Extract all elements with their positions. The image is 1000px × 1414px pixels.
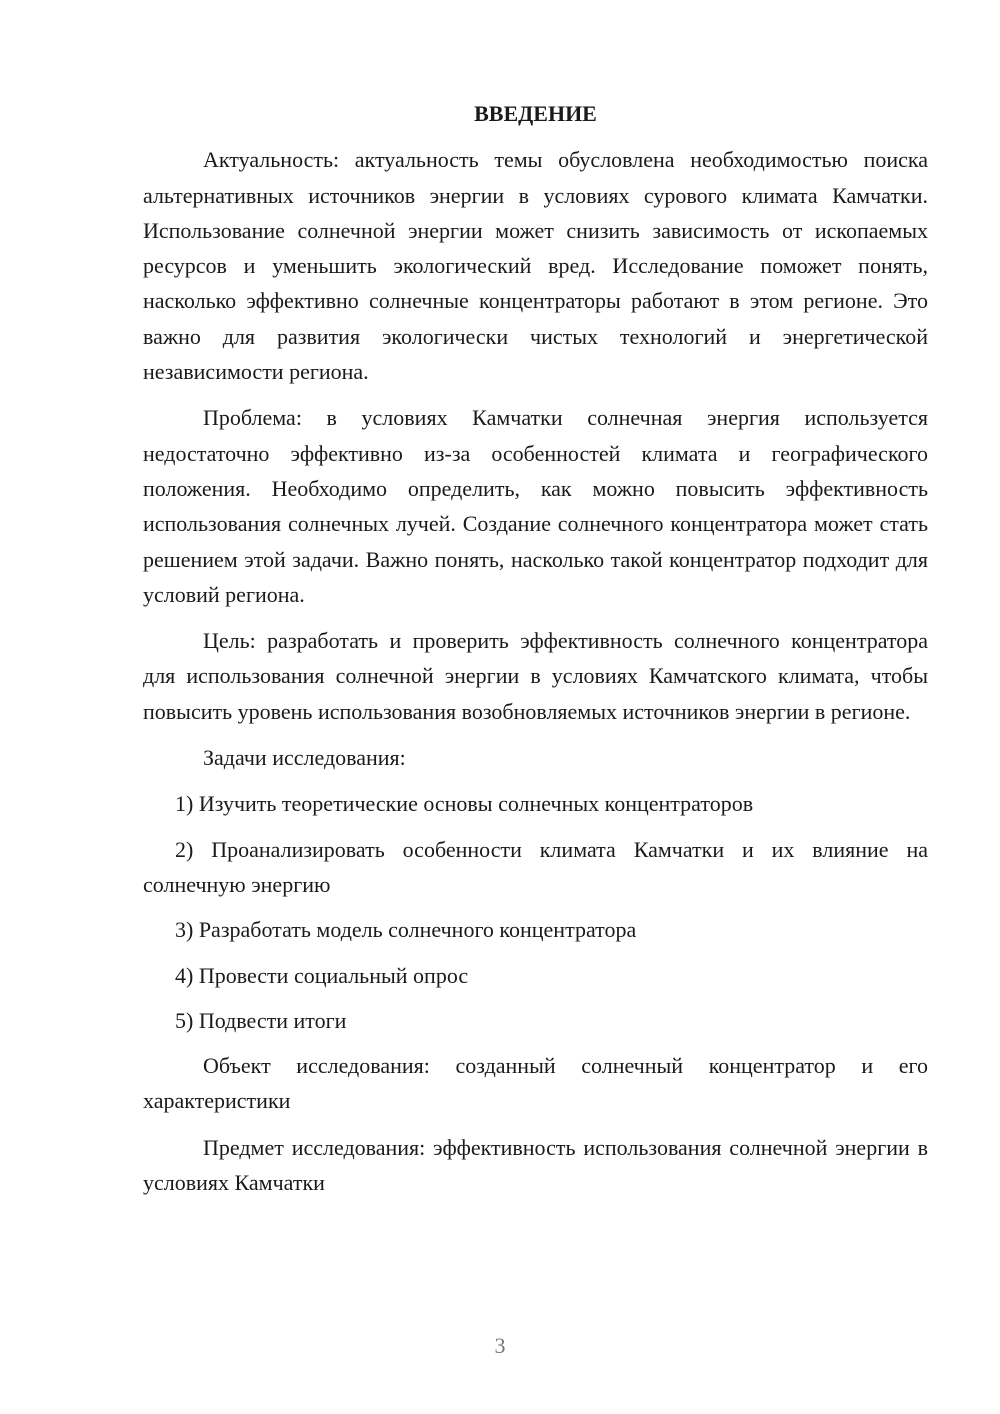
subject-paragraph: Предмет исследования: эффективность использования солнечной энергии в условиях Камчатки [143, 1134, 928, 1196]
task-item: 5) Подвести итоги [175, 1007, 347, 1033]
relevance-paragraph: Актуальность: актуальность темы обусловлена необходимостью поиска альтернативных источников энергии в условиях сурового климата Камчатки. Использование солнечной энергии может снизить зависимость от ископаемых ресурсов и уменьшить экологический вред. Исследование поможет понять, насколько эффективно солнечные концентраторы работают в этом регионе. Это важно для развития экологически чистых технологий и энергетической независимости региона. [143, 147, 928, 385]
document-page [143, 96, 928, 1211]
tasks-heading: Задачи исследования: [203, 745, 406, 771]
page-title: ВВЕДЕНИЕ [474, 101, 597, 126]
task-item: 3) Разработать модель солнечного концентратора [175, 917, 637, 943]
task-item: 1) Изучить теоретические основы солнечных концентраторов [175, 791, 754, 817]
problem-paragraph: Проблема: в условиях Камчатки солнечная энергия используется недостаточно эффективно из-за особенностей климата и географического положения. Необходимо определить, как можно повысить эффективность использования солнечных лучей. Создание солнечного концентратора может стать решением этой задачи. Важно понять, насколько такой концентратор подходит для условий региона. [143, 405, 928, 607]
object-paragraph: Объект исследования: созданный солнечный концентратор и его характеристики [143, 1053, 928, 1114]
page-number: 3 [494, 1333, 506, 1358]
goal-paragraph: Цель: разработать и проверить эффективность солнечного концентратора для использования солнечной энергии в условиях Камчатского климата, чтобы повысить уровень использования возобновляемых источников энергии в регионе. [143, 628, 928, 724]
task-item: 2) Проанализировать особенности климата Камчатки и их влияние на солнечную энергию [143, 836, 928, 897]
task-item: 4) Провести социальный опрос [175, 962, 469, 988]
